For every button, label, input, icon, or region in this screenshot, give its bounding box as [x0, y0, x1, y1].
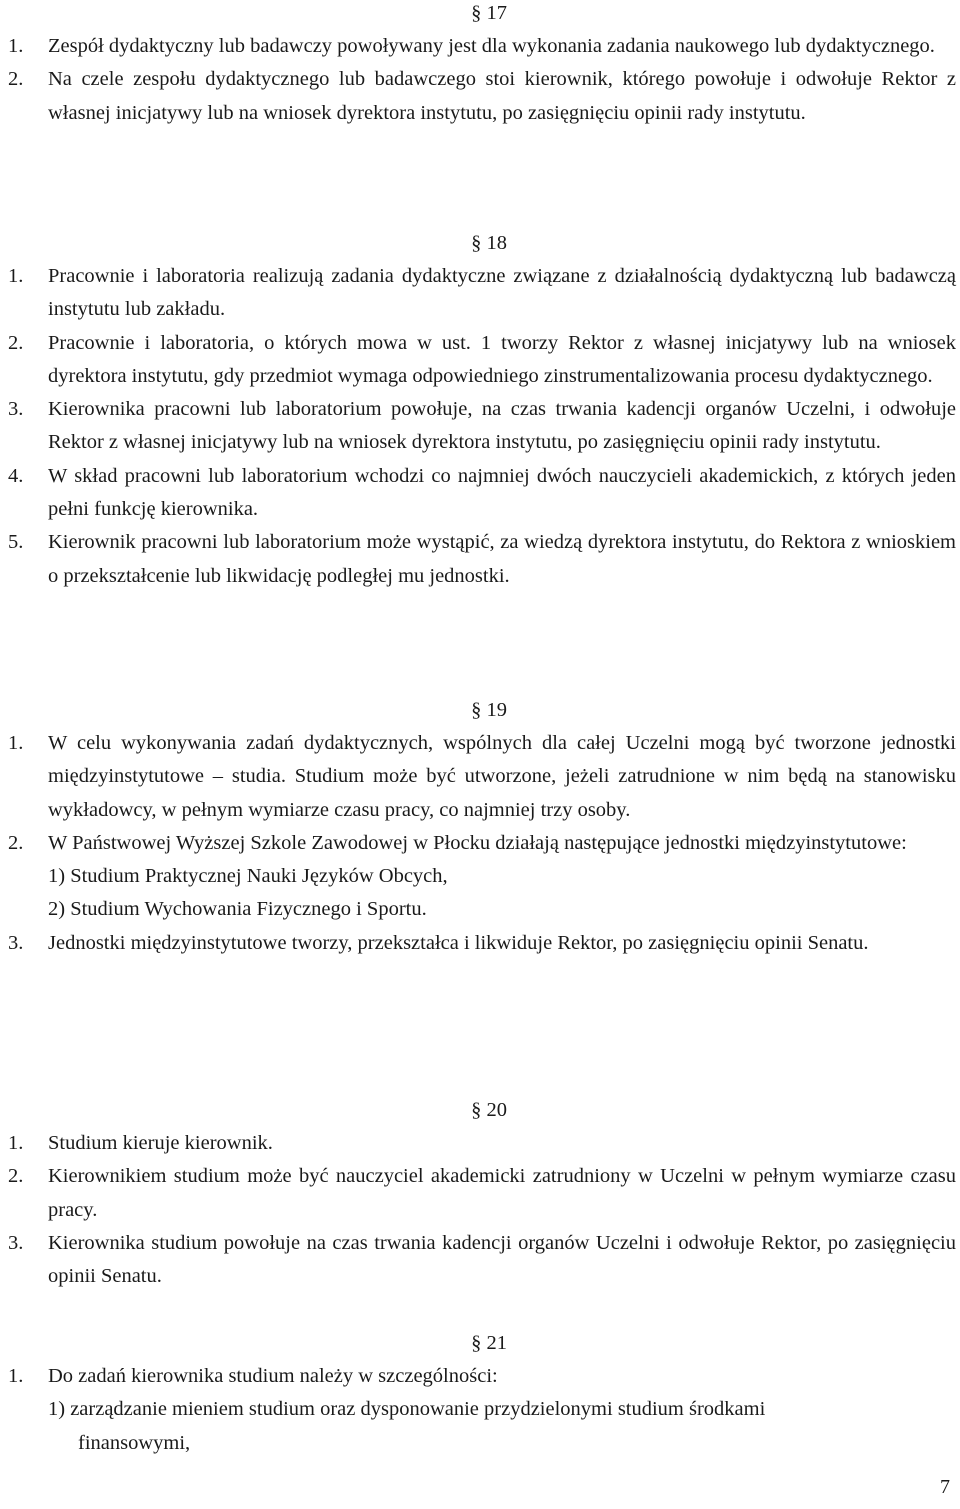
paragraph	[0, 393, 960, 460]
section-heading: § 17	[471, 2, 507, 24]
section-19	[0, 693, 960, 960]
page-number: 7	[940, 1476, 950, 1498]
paragraph	[0, 727, 960, 827]
paragraph-number: 1.	[8, 1132, 24, 1154]
paragraph-number: 2.	[8, 68, 24, 91]
paragraph-number: 4.	[8, 464, 24, 487]
list-item-continuation: finansowymi,	[78, 1431, 191, 1454]
paragraph-number: 1.	[8, 732, 24, 754]
paragraph-number: 3.	[8, 1231, 24, 1254]
paragraph	[0, 327, 960, 394]
paragraph	[0, 260, 960, 327]
paragraph-text: Zespół dydaktyczny lub badawczy powoływany jest dla wykonania zadania naukowego lub dydaktycznego.	[48, 35, 935, 57]
paragraph-number: 1.	[8, 35, 24, 57]
paragraph-text: Pracownie i laboratoria realizują zadania dydaktyczne związane z działalnością dydaktyczną lub badawczą instytutu lub zakładu.	[48, 265, 956, 321]
paragraph-text: Kierownik pracowni lub laboratorium może wystąpić, za wiedzą dyrektora instytutu, do Rektora z wnioskiem o przekształcenie lub likwidację podległej mu jednostki.	[48, 531, 956, 587]
paragraph-number: 3.	[8, 931, 24, 954]
paragraph-text: Kierownika pracowni lub laboratorium powołuje, na czas trwania kadencji organów Uczelni, i odwołuje Rektor z własnej inicjatywy lub na wniosek dyrektora instytutu, po zasięgnięciu opinii rady instytutu.	[48, 398, 956, 454]
paragraph-text: Na czele zespołu dydaktycznego lub badawczego stoi kierownik, którego powołuje i odwołuje Rektor z własnej inicjatywy lub na wniosek dyrektora instytutu, po zasięgnięciu opinii rady instytutu.	[48, 68, 956, 124]
section-heading: § 18	[471, 232, 507, 254]
section-21	[0, 1326, 960, 1460]
list-item: 1) zarządzanie mieniem studium oraz dysponowanie przydzielonymi studium środkami	[48, 1398, 766, 1421]
section-heading: § 20	[471, 1099, 507, 1121]
paragraph-number: 1.	[8, 265, 24, 287]
paragraph	[0, 1360, 960, 1393]
paragraph	[0, 1127, 960, 1160]
paragraph	[0, 30, 960, 63]
paragraph-number: 3.	[8, 398, 24, 421]
section-heading: § 21	[471, 1332, 507, 1354]
paragraph-text: Do zadań kierownika studium należy w szczególności:	[48, 1365, 498, 1387]
paragraph	[0, 1160, 960, 1227]
section-18	[0, 226, 960, 593]
paragraph	[0, 1227, 960, 1294]
paragraph	[0, 827, 960, 860]
paragraph	[0, 526, 960, 593]
section-20	[0, 1093, 960, 1293]
section-17	[0, 0, 960, 130]
paragraph-number: 2.	[8, 1165, 24, 1188]
paragraph-text: Kierownika studium powołuje na czas trwania kadencji organów Uczelni i odwołuje Rektor, po zasięgnięciu opinii Senatu.	[48, 1231, 956, 1288]
paragraph-text: W celu wykonywania zadań dydaktycznych, wspólnych dla całej Uczelni mogą być tworzone jednostki międzyinstytutowe – studia. Studium może być utworzone, jeżeli zatrudnione w nim będą na stanowisku wykładowcy, w pełnym wymiarze czasu pracy, co najmniej trzy osoby.	[48, 732, 956, 821]
list-item: 1) Studium Praktycznej Nauki Języków Obcych,	[48, 865, 448, 888]
paragraph-text: W Państwowej Wyższej Szkole Zawodowej w Płocku działają następujące jednostki międzyinstytutowe:	[48, 831, 907, 854]
paragraph-text: Studium kieruje kierownik.	[48, 1132, 273, 1154]
paragraph-text: Kierownikiem studium może być nauczyciel akademicki zatrudniony w Uczelni w pełnym wymiarze czasu pracy.	[48, 1165, 956, 1221]
paragraph-number: 2.	[8, 331, 24, 354]
paragraph-number: 2.	[8, 831, 24, 854]
paragraph	[0, 927, 960, 960]
paragraph	[0, 460, 960, 527]
paragraph-text: Pracownie i laboratoria, o których mowa w ust. 1 tworzy Rektor z własnej inicjatywy lub na wniosek dyrektora instytutu, gdy przedmiot wymaga odpowiedniego zinstrumentalizowania procesu dydaktycznego.	[48, 331, 956, 387]
section-heading: § 19	[471, 699, 507, 721]
paragraph-text: Jednostki międzyinstytutowe tworzy, przekształca i likwiduje Rektor, po zasięgnięciu opinii Senatu.	[48, 931, 869, 954]
paragraph	[0, 63, 960, 130]
paragraph-number: 1.	[8, 1365, 24, 1387]
paragraph-number: 5.	[8, 531, 24, 554]
list-item: 2) Studium Wychowania Fizycznego i Sportu.	[48, 898, 427, 921]
paragraph-text: W skład pracowni lub laboratorium wchodzi co najmniej dwóch nauczycieli akademickich, z których jeden pełni funkcję kierownika.	[48, 464, 956, 521]
